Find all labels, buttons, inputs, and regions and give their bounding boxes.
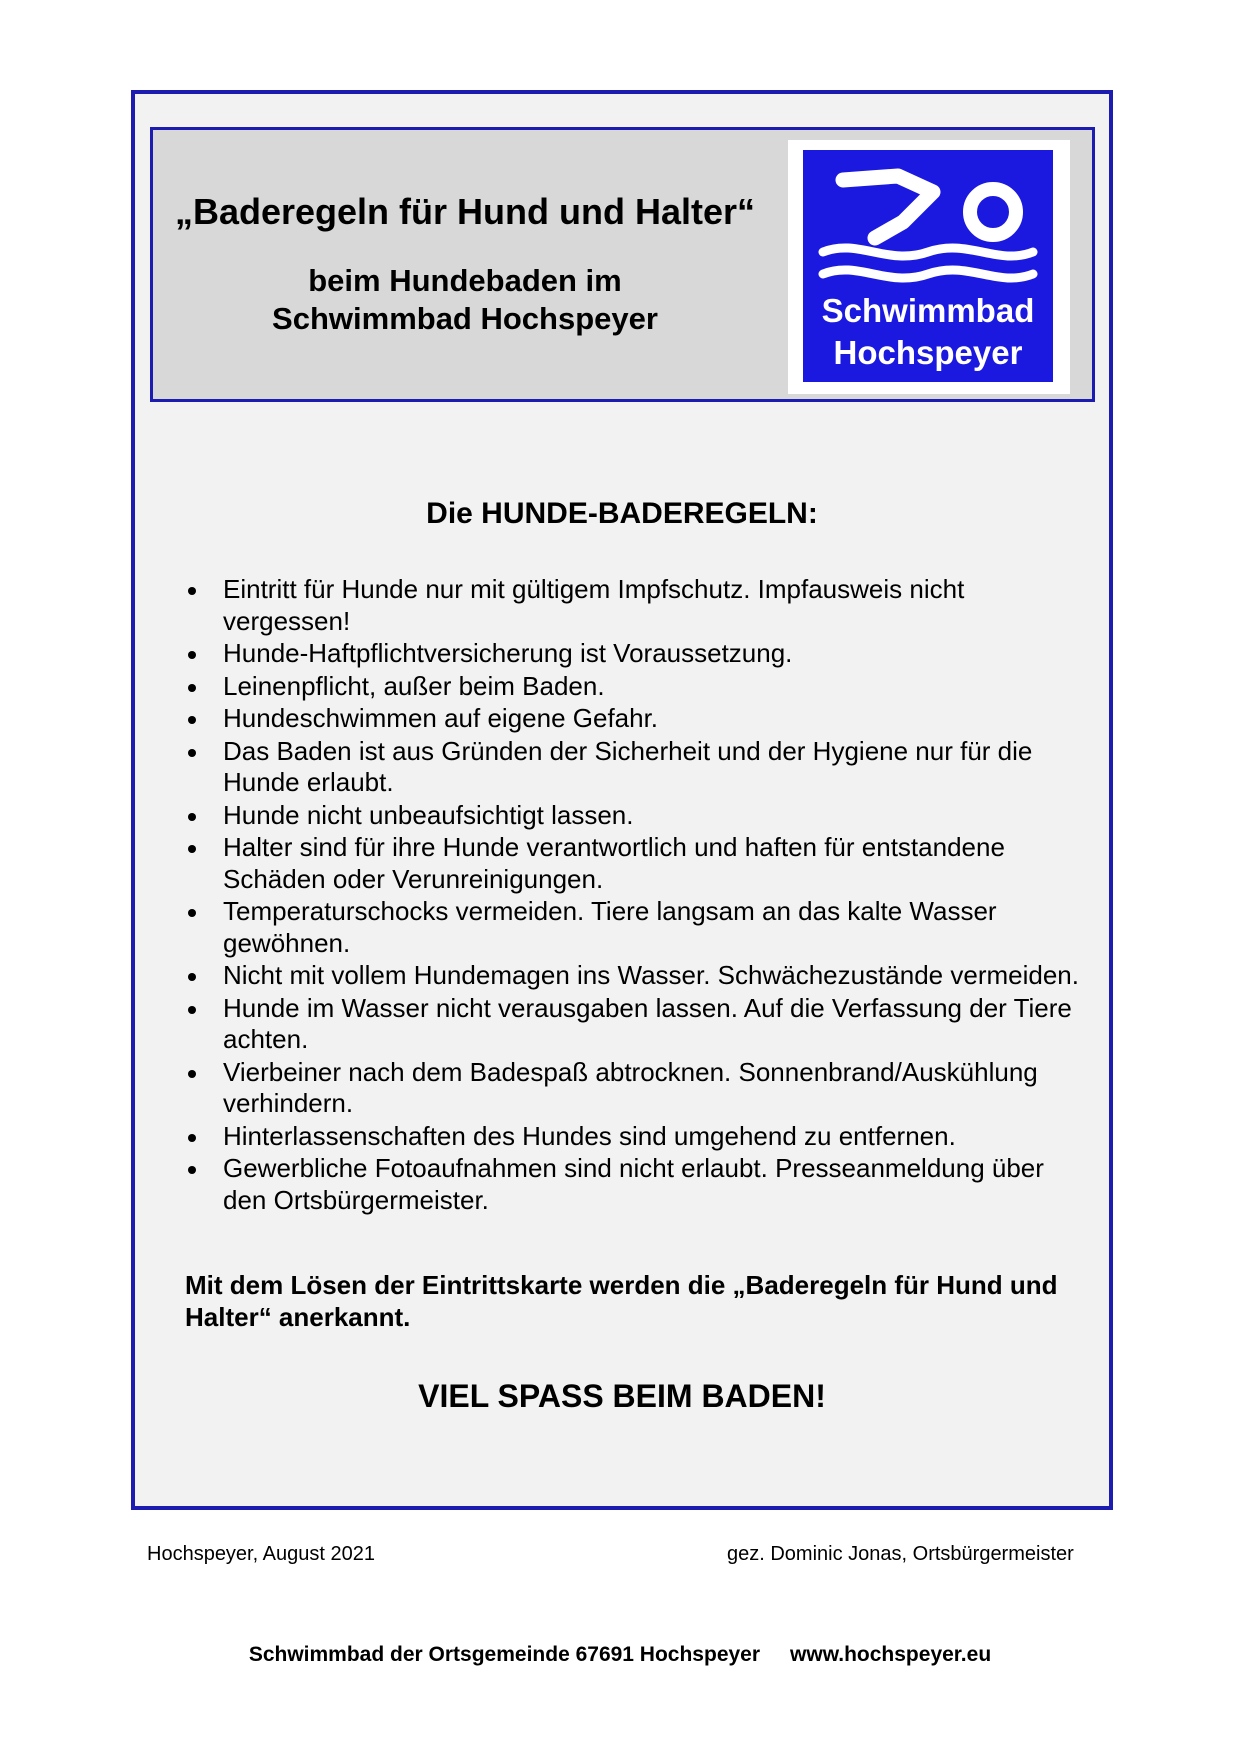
rules-list <box>185 574 1085 1217</box>
list-item: Nicht mit vollem Hundemagen ins Wasser. Schwächezustände vermeiden. <box>185 960 1085 992</box>
logo-text <box>803 290 1053 374</box>
list-item: Leinenpflicht, außer beim Baden. <box>185 671 1085 703</box>
list-item: Temperaturschocks vermeiden. Tiere langsam an das kalte Wasser gewöhnen. <box>185 896 1085 959</box>
footer-website[interactable]: www.hochspeyer.eu <box>790 1643 992 1666</box>
schwimmbad-logo <box>803 150 1053 382</box>
page-subtitle <box>150 262 780 338</box>
list-item: Gewerbliche Fotoaufnahmen sind nicht erlaubt. Presseanmeldung über den Ortsbürgermeister. <box>185 1153 1085 1216</box>
list-item: Hundeschwimmen auf eigene Gefahr. <box>185 703 1085 735</box>
subtitle-line-1: beim Hundebaden im <box>308 263 622 298</box>
list-item: Hunde-Haftpflichtversicherung ist Voraussetzung. <box>185 638 1085 670</box>
list-item: Eintritt für Hunde nur mit gültigem Impfschutz. Impfausweis nicht vergessen! <box>185 574 1085 637</box>
list-item: Hunde nicht unbeaufsichtigt lassen. <box>185 800 1085 832</box>
list-item: Das Baden ist aus Gründen der Sicherheit und der Hygiene nur für die Hunde erlaubt. <box>185 736 1085 799</box>
list-item: Hunde im Wasser nicht verausgaben lassen. Auf die Verfassung der Tiere achten. <box>185 993 1085 1056</box>
logo-line-1: Schwimmbad <box>821 292 1035 329</box>
page-title: „Baderegeln für Hund und Halter“ <box>174 191 756 232</box>
rules-heading: Die HUNDE-BADEREGELN: <box>426 497 818 530</box>
acknowledgement-text: Mit dem Lösen der Eintrittskarte werden die „Baderegeln für Hund und Halter“ anerkannt. <box>185 1270 1058 1332</box>
place-date: Hochspeyer, August 2021 <box>147 1543 375 1565</box>
footer-org: Schwimmbad der Ortsgemeinde 67691 Hochspeyer <box>248 1643 761 1666</box>
list-item: Hinterlassenschaften des Hundes sind umgehend zu entfernen. <box>185 1121 1085 1153</box>
list-item: Vierbeiner nach dem Badespaß abtrocknen. Sonnenbrand/Auskühlung verhindern. <box>185 1057 1085 1120</box>
list-item: Halter sind für ihre Hunde verantwortlich und haften für entstandene Schäden oder Verunreinigungen. <box>185 832 1085 895</box>
closing-slogan: VIEL SPASS BEIM BADEN! <box>418 1378 826 1414</box>
footer <box>0 1642 1240 1668</box>
subtitle-line-2: Schwimmbad Hochspeyer <box>272 301 658 336</box>
logo-line-2: Hochspeyer <box>833 334 1023 371</box>
signature-line: gez. Dominic Jonas, Ortsbürgermeister <box>727 1543 1074 1565</box>
